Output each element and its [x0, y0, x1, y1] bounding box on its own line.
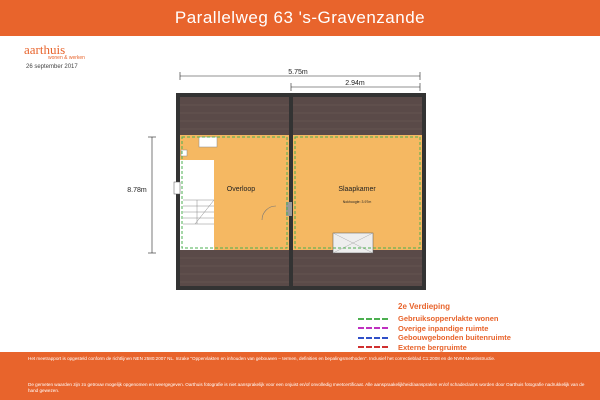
- footer-bar: [0, 352, 600, 400]
- legend-swatch-outdoor: [358, 337, 388, 339]
- dimension-top-right: [291, 80, 420, 91]
- roof-slope-top-right: [293, 97, 422, 135]
- legend-label-outdoor: Gebouwgebonden buitenruimte: [398, 333, 511, 343]
- room-label-slaapkamer: Slaapkamer: [338, 186, 376, 193]
- middle-wall: [289, 93, 293, 290]
- legend-swatch-storage: [358, 346, 388, 348]
- dim-left-label: 8.78m: [127, 187, 147, 194]
- legend-item-storage: [358, 343, 598, 353]
- legend-swatch-living: [358, 318, 388, 320]
- legend-item-living: [358, 314, 598, 324]
- logo-tagline: wonen & werken: [48, 55, 85, 61]
- dim-top-right-label: 2.94m: [345, 80, 365, 87]
- logo-name: aarthuis: [24, 42, 66, 57]
- room-note-slaapkamer: Nokhoogte: 3.97m: [342, 200, 372, 204]
- roof-slope-bottom-right: [293, 250, 422, 286]
- dim-top-total-label: 5.75m: [288, 69, 308, 76]
- legend-label-other: Overige inpandige ruimte: [398, 323, 489, 333]
- page-title: Parallelweg 63 's-Gravenzande: [174, 8, 426, 27]
- legend-item-other: [358, 324, 598, 334]
- sink-icon: [199, 137, 217, 147]
- footer-disclaimer-2: De gemeten waarden zijn zo getrouw mogelijk opgenomen en weergegeven. Oarthuis fotografie is niet aansprakelijk voor een onjuist en/of onvolledig meetcertificaat. Alle aanspraakelijkheid/aanspraken en/of schadeclaims worden door Oarthuis fotografie nadrukkelijk van de hand gewezen.: [28, 382, 585, 393]
- legend-item-outdoor: [358, 333, 598, 343]
- roof-slope-top-left: [180, 97, 289, 135]
- footer-disclaimer-1: Het meetrapport is opgesteld conform de richtlijnen NEN 2580:2007 NL. Inzake "Oppervlakten en inhouden van gebouwen – termen, definities en bepalingsmethoden". Inclusief het correctieblad C1:2008 en de NVM Meetinstructie.: [28, 356, 496, 361]
- legend-title: 2e Verdieping: [398, 302, 451, 311]
- window-icon: [174, 182, 180, 194]
- roof-slope-bottom-left: [180, 250, 289, 286]
- date-label: 26 september 2017: [26, 64, 78, 70]
- room-label-overloop: Overloop: [226, 186, 256, 193]
- legend-label-living: Gebruiksoppervlakte wonen: [398, 314, 499, 324]
- dimension-left: [127, 137, 156, 253]
- dimension-top-total: [180, 69, 420, 80]
- legend: [358, 302, 598, 352]
- legend-label-storage: Externe bergruimte: [398, 342, 467, 352]
- legend-swatch-other: [358, 327, 388, 329]
